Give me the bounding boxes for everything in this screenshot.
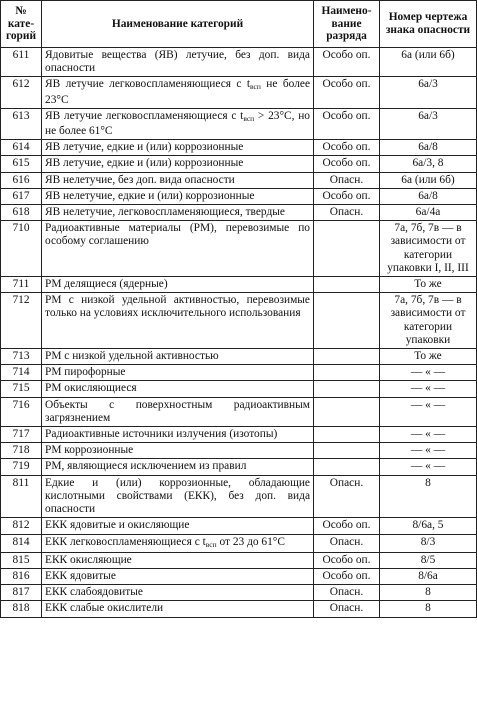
- header-name: Наименование категорий: [42, 1, 314, 48]
- sign-number: 6а/4а: [380, 205, 477, 221]
- category-name: Радиоактивные материалы (РМ), перевозимые по особому соглашению: [42, 221, 314, 277]
- table-row: [1, 552, 477, 568]
- category-number: 815: [1, 552, 42, 568]
- category-class: [314, 459, 380, 475]
- category-class: [314, 443, 380, 459]
- category-number: 718: [1, 443, 42, 459]
- category-class: Опасн.: [314, 205, 380, 221]
- category-name: РМ делящиеся (ядерные): [42, 277, 314, 293]
- table-row: [1, 443, 477, 459]
- header-sign: Номер чертежа знака опасности: [380, 1, 477, 48]
- sign-number: — « —: [380, 365, 477, 381]
- category-class: [314, 293, 380, 349]
- category-class: Особо оп.: [314, 156, 380, 172]
- category-number: 816: [1, 568, 42, 584]
- sign-number: 8/5: [380, 552, 477, 568]
- category-name: ЕКК слабые окислители: [42, 601, 314, 617]
- category-class: Особо оп.: [314, 188, 380, 204]
- sign-number: 6а/8: [380, 188, 477, 204]
- sign-number: 8/6а: [380, 568, 477, 584]
- table-row: [1, 397, 477, 426]
- category-name: ЯВ нелетучие, без доп. вида опасности: [42, 172, 314, 188]
- category-number: 717: [1, 427, 42, 443]
- sign-number: 6а (или 6б): [380, 48, 477, 77]
- category-class: Особо оп.: [314, 108, 380, 139]
- sign-number: То же: [380, 349, 477, 365]
- table-header: [1, 1, 477, 48]
- category-class: Особо оп.: [314, 48, 380, 77]
- category-number: 715: [1, 381, 42, 397]
- category-number: 818: [1, 601, 42, 617]
- sign-number: 6а/3: [380, 77, 477, 108]
- category-number: 716: [1, 397, 42, 426]
- category-name: РМ пирофорные: [42, 365, 314, 381]
- table-row: [1, 601, 477, 617]
- category-number: 711: [1, 277, 42, 293]
- sign-number: 8/6а, 5: [380, 518, 477, 534]
- category-name: Едкие и (или) коррозионные, обладающие кислотными свойствами (ЕКК), без доп. вида опасности: [42, 475, 314, 518]
- category-name: ЕКК ядовитые: [42, 568, 314, 584]
- category-name: ЕКК легковоспламеняющиеся с $t_{всп}$ от 23 до 61°С: [42, 534, 314, 552]
- category-number: 713: [1, 349, 42, 365]
- category-name: РМ с низкой удельной активностью, перевозимые только на условиях исключительного использования: [42, 293, 314, 349]
- table-row: [1, 48, 477, 77]
- category-name: Радиоактивные источники излучения (изотопы): [42, 427, 314, 443]
- sign-number: 6а/8: [380, 140, 477, 156]
- category-name: ЕКК окисляющие: [42, 552, 314, 568]
- sign-number: 6а/3, 8: [380, 156, 477, 172]
- category-name: Объекты с поверхностным радиоактивным загрязнением: [42, 397, 314, 426]
- sign-number: — « —: [380, 427, 477, 443]
- category-name: ЕКК слабоядовитые: [42, 585, 314, 601]
- category-class: Опасн.: [314, 601, 380, 617]
- category-number: 617: [1, 188, 42, 204]
- sign-number: 8: [380, 585, 477, 601]
- table-row: [1, 108, 477, 139]
- category-number: 712: [1, 293, 42, 349]
- sign-number: 6а/3: [380, 108, 477, 139]
- category-number: 814: [1, 534, 42, 552]
- category-number: 714: [1, 365, 42, 381]
- table-row: [1, 277, 477, 293]
- table-row: [1, 585, 477, 601]
- category-class: [314, 365, 380, 381]
- category-number: 817: [1, 585, 42, 601]
- category-class: [314, 277, 380, 293]
- category-name: ЕКК ядовитые и окисляющие: [42, 518, 314, 534]
- category-class: [314, 397, 380, 426]
- table-row: [1, 293, 477, 349]
- category-name: ЯВ летучие легковоспламеняющиеся с $t_{всп} > 23^\circ С$, но не более 61°С: [42, 108, 314, 139]
- category-class: Опасн.: [314, 534, 380, 552]
- sign-number: То же: [380, 277, 477, 293]
- table-row: [1, 221, 477, 277]
- category-class: [314, 427, 380, 443]
- category-number: 812: [1, 518, 42, 534]
- category-name: ЯВ нелетучие, едкие и (или) коррозионные: [42, 188, 314, 204]
- category-number: 613: [1, 108, 42, 139]
- category-name: Ядовитые вещества (ЯВ) летучие, без доп. вида опасности: [42, 48, 314, 77]
- category-name: РМ коррозионные: [42, 443, 314, 459]
- table-row: [1, 77, 477, 108]
- category-class: Особо оп.: [314, 140, 380, 156]
- category-name: ЯВ летучие легковоспламеняющиеся с $t_{всп}$ не более 23°С: [42, 77, 314, 108]
- category-name: РМ с низкой удельной активностью: [42, 349, 314, 365]
- category-name: ЯВ нелетучие, легковоспламеняющиеся, твердые: [42, 205, 314, 221]
- category-number: 719: [1, 459, 42, 475]
- sign-number: — « —: [380, 397, 477, 426]
- category-class: Опасн.: [314, 475, 380, 518]
- table-row: [1, 381, 477, 397]
- category-class: Особо оп.: [314, 518, 380, 534]
- table-row: [1, 427, 477, 443]
- sign-number: — « —: [380, 443, 477, 459]
- category-name: ЯВ летучие, едкие и (или) коррозионные: [42, 140, 314, 156]
- table-row: [1, 534, 477, 552]
- category-number: 710: [1, 221, 42, 277]
- table-row: [1, 140, 477, 156]
- sign-number: 7а, 7б, 7в — в зависимости от категории упаковки: [380, 293, 477, 349]
- category-name: РМ, являющиеся исключением из правил: [42, 459, 314, 475]
- category-class: Опасн.: [314, 585, 380, 601]
- category-number: 618: [1, 205, 42, 221]
- sign-number: — « —: [380, 459, 477, 475]
- sign-number: 8: [380, 475, 477, 518]
- table-row: [1, 349, 477, 365]
- sign-number: 8/3: [380, 534, 477, 552]
- table-row: [1, 518, 477, 534]
- category-class: [314, 349, 380, 365]
- table-row: [1, 459, 477, 475]
- sign-number: — « —: [380, 381, 477, 397]
- category-class: [314, 381, 380, 397]
- table-row: [1, 365, 477, 381]
- header-class: Наимено-вание разряда: [314, 1, 380, 48]
- table-row: [1, 205, 477, 221]
- category-class: [314, 221, 380, 277]
- table-row: [1, 156, 477, 172]
- category-class: Особо оп.: [314, 568, 380, 584]
- table-row: [1, 475, 477, 518]
- category-name: ЯВ летучие, едкие и (или) коррозионные: [42, 156, 314, 172]
- category-number: 616: [1, 172, 42, 188]
- category-number: 811: [1, 475, 42, 518]
- category-class: Опасн.: [314, 172, 380, 188]
- category-number: 614: [1, 140, 42, 156]
- table-row: [1, 188, 477, 204]
- category-number: 615: [1, 156, 42, 172]
- category-class: Особо оп.: [314, 77, 380, 108]
- table-row: [1, 568, 477, 584]
- header-num: № кате-горий: [1, 1, 42, 48]
- sign-number: 7а, 7б, 7в — в зависимости от категории упаковки I, II, III: [380, 221, 477, 277]
- category-class: Особо оп.: [314, 552, 380, 568]
- table-body: [1, 48, 477, 618]
- sign-number: 6а (или 6б): [380, 172, 477, 188]
- category-name: РМ окисляющиеся: [42, 381, 314, 397]
- table-row: [1, 172, 477, 188]
- sign-number: 8: [380, 601, 477, 617]
- category-number: 611: [1, 48, 42, 77]
- category-number: 612: [1, 77, 42, 108]
